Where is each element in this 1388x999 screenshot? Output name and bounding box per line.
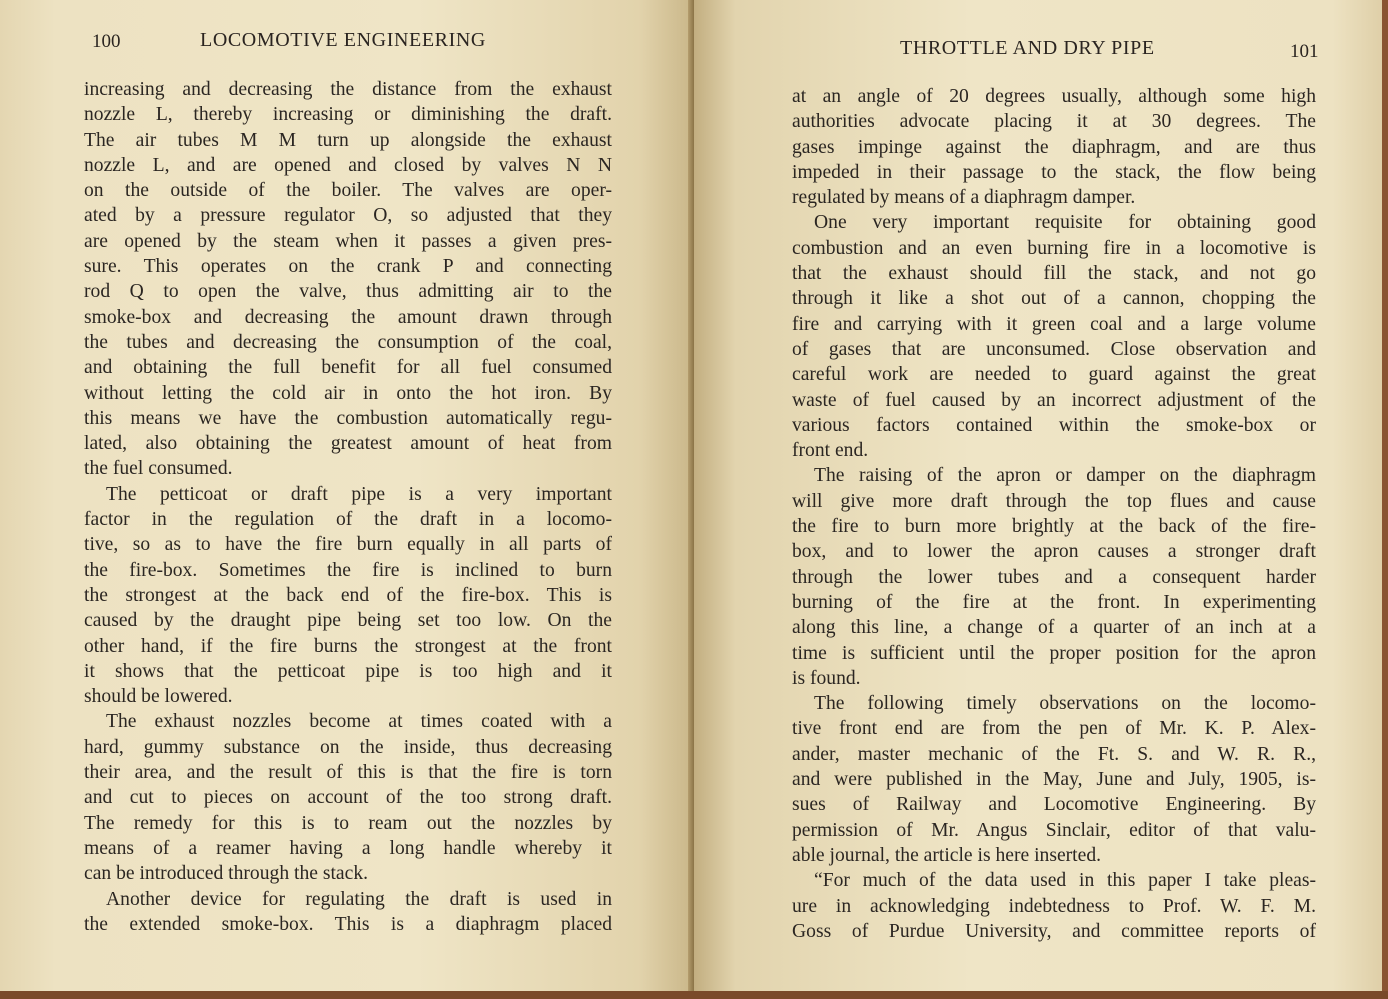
text-line: it shows that the petticoat pipe is too high and it (84, 660, 612, 682)
text-line: tive front end are from the pen of Mr. K. P. Alex- (792, 718, 1316, 740)
text-line: should be lowered. (84, 686, 233, 708)
text-line: regulated by means of a diaphragm damper. (792, 187, 1136, 209)
text-line: the extended smoke-box. This is a diaphragm placed (84, 913, 612, 935)
text-line: authorities advocate placing it at 30 degrees. The (792, 111, 1316, 133)
text-line: caused by the draught pipe being set too low. On the (84, 610, 612, 632)
right-page-number: 101 (1290, 41, 1319, 62)
text-line: this means we have the combustion automatically regu- (84, 407, 612, 429)
text-line: burning of the fire at the front. In experimenting (792, 591, 1316, 613)
text-line: The petticoat or draft pipe is a very important (106, 483, 612, 505)
text-line: smoke-box and decreasing the amount drawn through (84, 306, 612, 328)
text-line: are opened by the steam when it passes a given pres- (84, 230, 612, 252)
text-line: front end. (792, 440, 869, 462)
text-line: The following timely observations on the locomo- (814, 693, 1316, 715)
text-line: increasing and decreasing the distance from the exhaust (84, 79, 612, 100)
text-line: combustion and an even burning fire in a locomotive is (792, 237, 1316, 259)
text-line: box, and to lower the apron causes a stronger draft (792, 541, 1316, 563)
text-line: time is sufficient until the proper position for the apron (792, 642, 1316, 664)
right-page-text (792, 84, 1316, 944)
text-line: hard, gummy substance on the inside, thus decreasing (84, 736, 612, 758)
book-edge-bottom (0, 991, 1388, 999)
text-line: fire and carrying with it green coal and a large volume (792, 313, 1316, 335)
text-line: careful work are needed to guard against the great (792, 364, 1316, 386)
text-line: The air tubes M M turn up alongside the exhaust (84, 129, 612, 151)
text-line: sues of Railway and Locomotive Engineering. By (792, 794, 1316, 816)
text-line: The remedy for this is to ream out the nozzles by (84, 812, 612, 834)
text-line: ander, master mechanic of the Ft. S. and W. R. R., (792, 743, 1316, 765)
text-line: The exhaust nozzles become at times coated with a (106, 711, 612, 733)
text-line: through the lower tubes and a consequent harder (792, 566, 1316, 588)
text-line: Goss of Purdue University, and committee reports of (792, 920, 1316, 942)
text-line: “For much of the data used in this paper I take pleas- (814, 870, 1316, 892)
text-line: their area, and the result of this is that the fire is torn (84, 762, 612, 784)
text-line: the fuel consumed. (84, 458, 233, 480)
left-page-text (84, 77, 612, 937)
text-line: One very important requisite for obtaining good (814, 212, 1316, 234)
text-line: ated by a pressure regulator O, so adjusted that they (84, 205, 612, 227)
left-page-number: 100 (92, 31, 121, 52)
text-line: means of a reamer having a long handle whereby it (84, 837, 612, 859)
right-page (694, 0, 1388, 999)
text-line: the strongest at the back end of the fire-box. This is (84, 584, 612, 606)
text-line: the fire-box. Sometimes the fire is inclined to burn (84, 559, 612, 581)
text-line: through it like a shot out of a cannon, chopping the (792, 288, 1316, 310)
text-line: can be introduced through the stack. (84, 863, 369, 885)
text-line: ure in acknowledging indebtedness to Prof. W. F. M. (792, 895, 1316, 917)
text-line: is found. (792, 667, 861, 689)
text-line: and were published in the May, June and July, 1905, is- (792, 769, 1316, 791)
text-line: nozzle L, and are opened and closed by valves N N (84, 154, 612, 176)
text-line: along this line, a change of a quarter of an inch at a (792, 617, 1316, 639)
text-line: and obtaining the full benefit for all fuel consumed (84, 357, 612, 379)
text-line: rod Q to open the valve, thus admitting air to the (84, 281, 612, 303)
text-line: permission of Mr. Angus Sinclair, editor of that valu- (792, 819, 1316, 841)
text-line: tive, so as to have the fire burn equally in all parts of (84, 534, 612, 556)
text-line: able journal, the article is here inserted. (792, 844, 1102, 866)
text-line: sure. This operates on the crank P and connecting (84, 256, 612, 278)
text-line: of gases that are unconsumed. Close observation and (792, 338, 1316, 360)
text-line: lated, also obtaining the greatest amount of heat from (84, 433, 612, 455)
text-line: various factors contained within the smoke-box or (792, 414, 1316, 436)
text-line: other hand, if the fire burns the strongest at the front (84, 635, 612, 657)
book-edge-right (1382, 0, 1388, 999)
text-line: that the exhaust should fill the stack, and not go (792, 263, 1316, 285)
text-line: and cut to pieces on account of the too strong draft. (84, 787, 612, 809)
text-line: at an angle of 20 degrees usually, although some high (792, 86, 1316, 107)
left-running-head: LOCOMOTIVE ENGINEERING (200, 29, 486, 51)
right-running-head: THROTTLE AND DRY PIPE (900, 37, 1155, 59)
text-line: impeded in their passage to the stack, the flow being (792, 161, 1316, 183)
text-line: The raising of the apron or damper on the diaphragm (814, 465, 1316, 487)
text-line: will give more draft through the top flues and cause (792, 490, 1316, 512)
text-line: factor in the regulation of the draft in a locomo- (84, 509, 612, 531)
text-line: nozzle L, thereby increasing or diminishing the draft. (84, 104, 612, 126)
text-line: on the outside of the boiler. The valves are oper- (84, 180, 612, 202)
text-line: Another device for regulating the draft is used in (106, 888, 612, 910)
text-line: the tubes and decreasing the consumption of the coal, (84, 331, 612, 353)
text-line: the fire to burn more brightly at the back of the fire- (792, 516, 1316, 538)
text-line: gases impinge against the diaphragm, and are thus (792, 136, 1316, 158)
text-line: waste of fuel caused by an incorrect adjustment of the (792, 389, 1316, 411)
text-line: without letting the cold air in onto the hot iron. By (84, 382, 612, 404)
